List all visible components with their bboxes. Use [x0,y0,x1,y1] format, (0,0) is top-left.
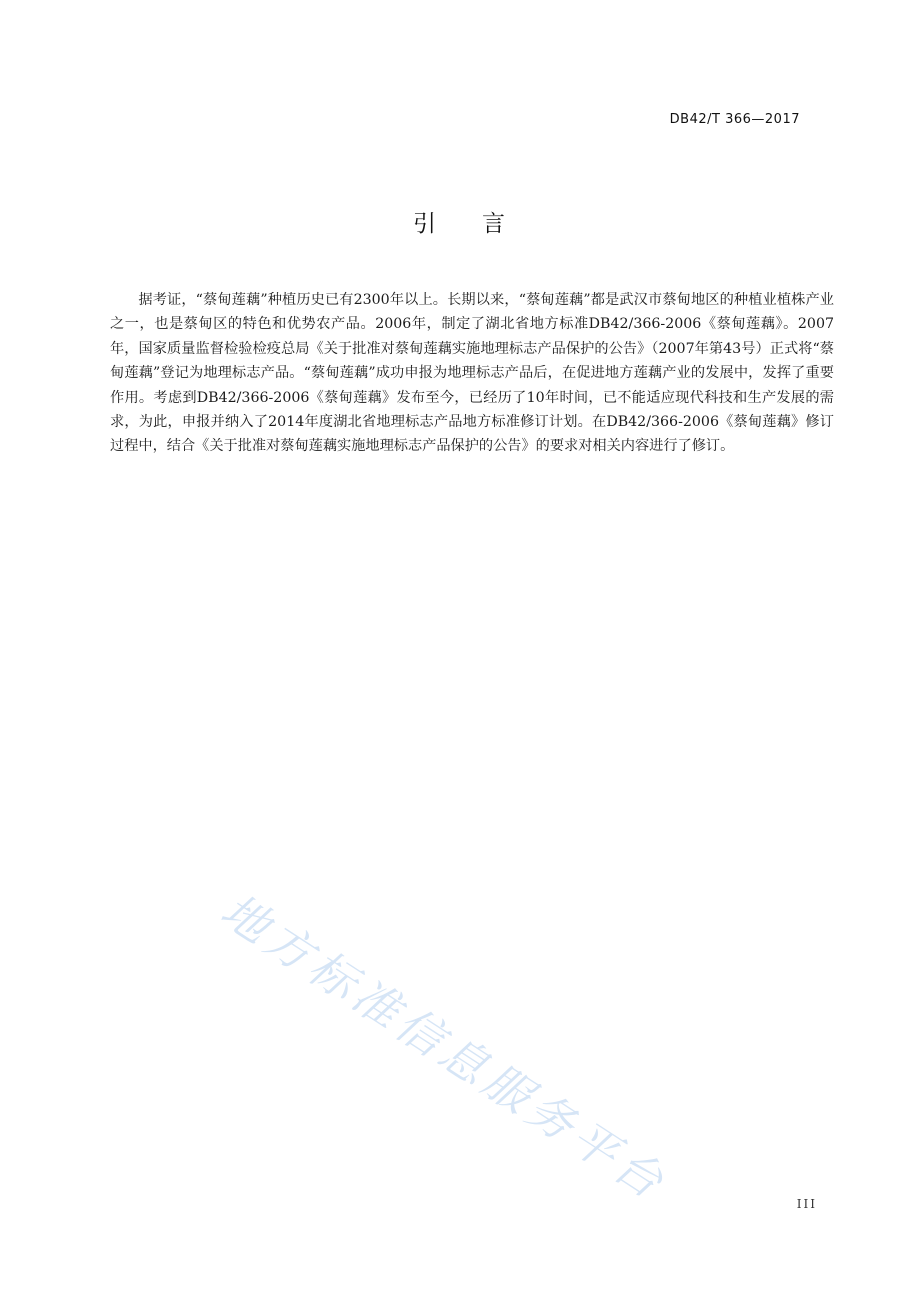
title-char-2: 言 [482,211,507,237]
page-number: III [796,1197,817,1211]
title-char-1: 引 [413,211,438,237]
document-code: DB42/T 366—2017 [669,112,800,127]
section-title [0,205,920,238]
watermark-text: 地方标准信息服务平台 [211,882,678,1212]
introduction-paragraph: 据考证，“蔡甸莲藕”种植历史已有2300年以上。长期以来，“蔡甸莲藕”都是武汉市蔡甸地区的种植业植株产业之一，也是蔡甸区的特色和优势农产品。2006年，制定了湖北省地方标准DB42/366-2006《蔡甸莲藕》。2007年，国家质量监督检验检疫总局《关于批准对蔡甸莲藕实施地理标志产品保护的公告》（2007年第43号）正式将“蔡甸莲藕”登记为地理标志产品。“蔡甸莲藕”成功申报为地理标志产品后，在促进地方莲藕产业的发展中，发挥了重要作用。考虑到DB42/366-2006《蔡甸莲藕》发布至今，已经历了10年时间，已不能适应现代科技和生产发展的需求，为此，申报并纳入了2014年度湖北省地理标志产品地方标准修订计划。在DB42/366-2006《蔡甸莲藕》修订过程中，结合《关于批准对蔡甸莲藕实施地理标志产品保护的公告》的要求对相关内容进行了修订。 [110,292,834,455]
